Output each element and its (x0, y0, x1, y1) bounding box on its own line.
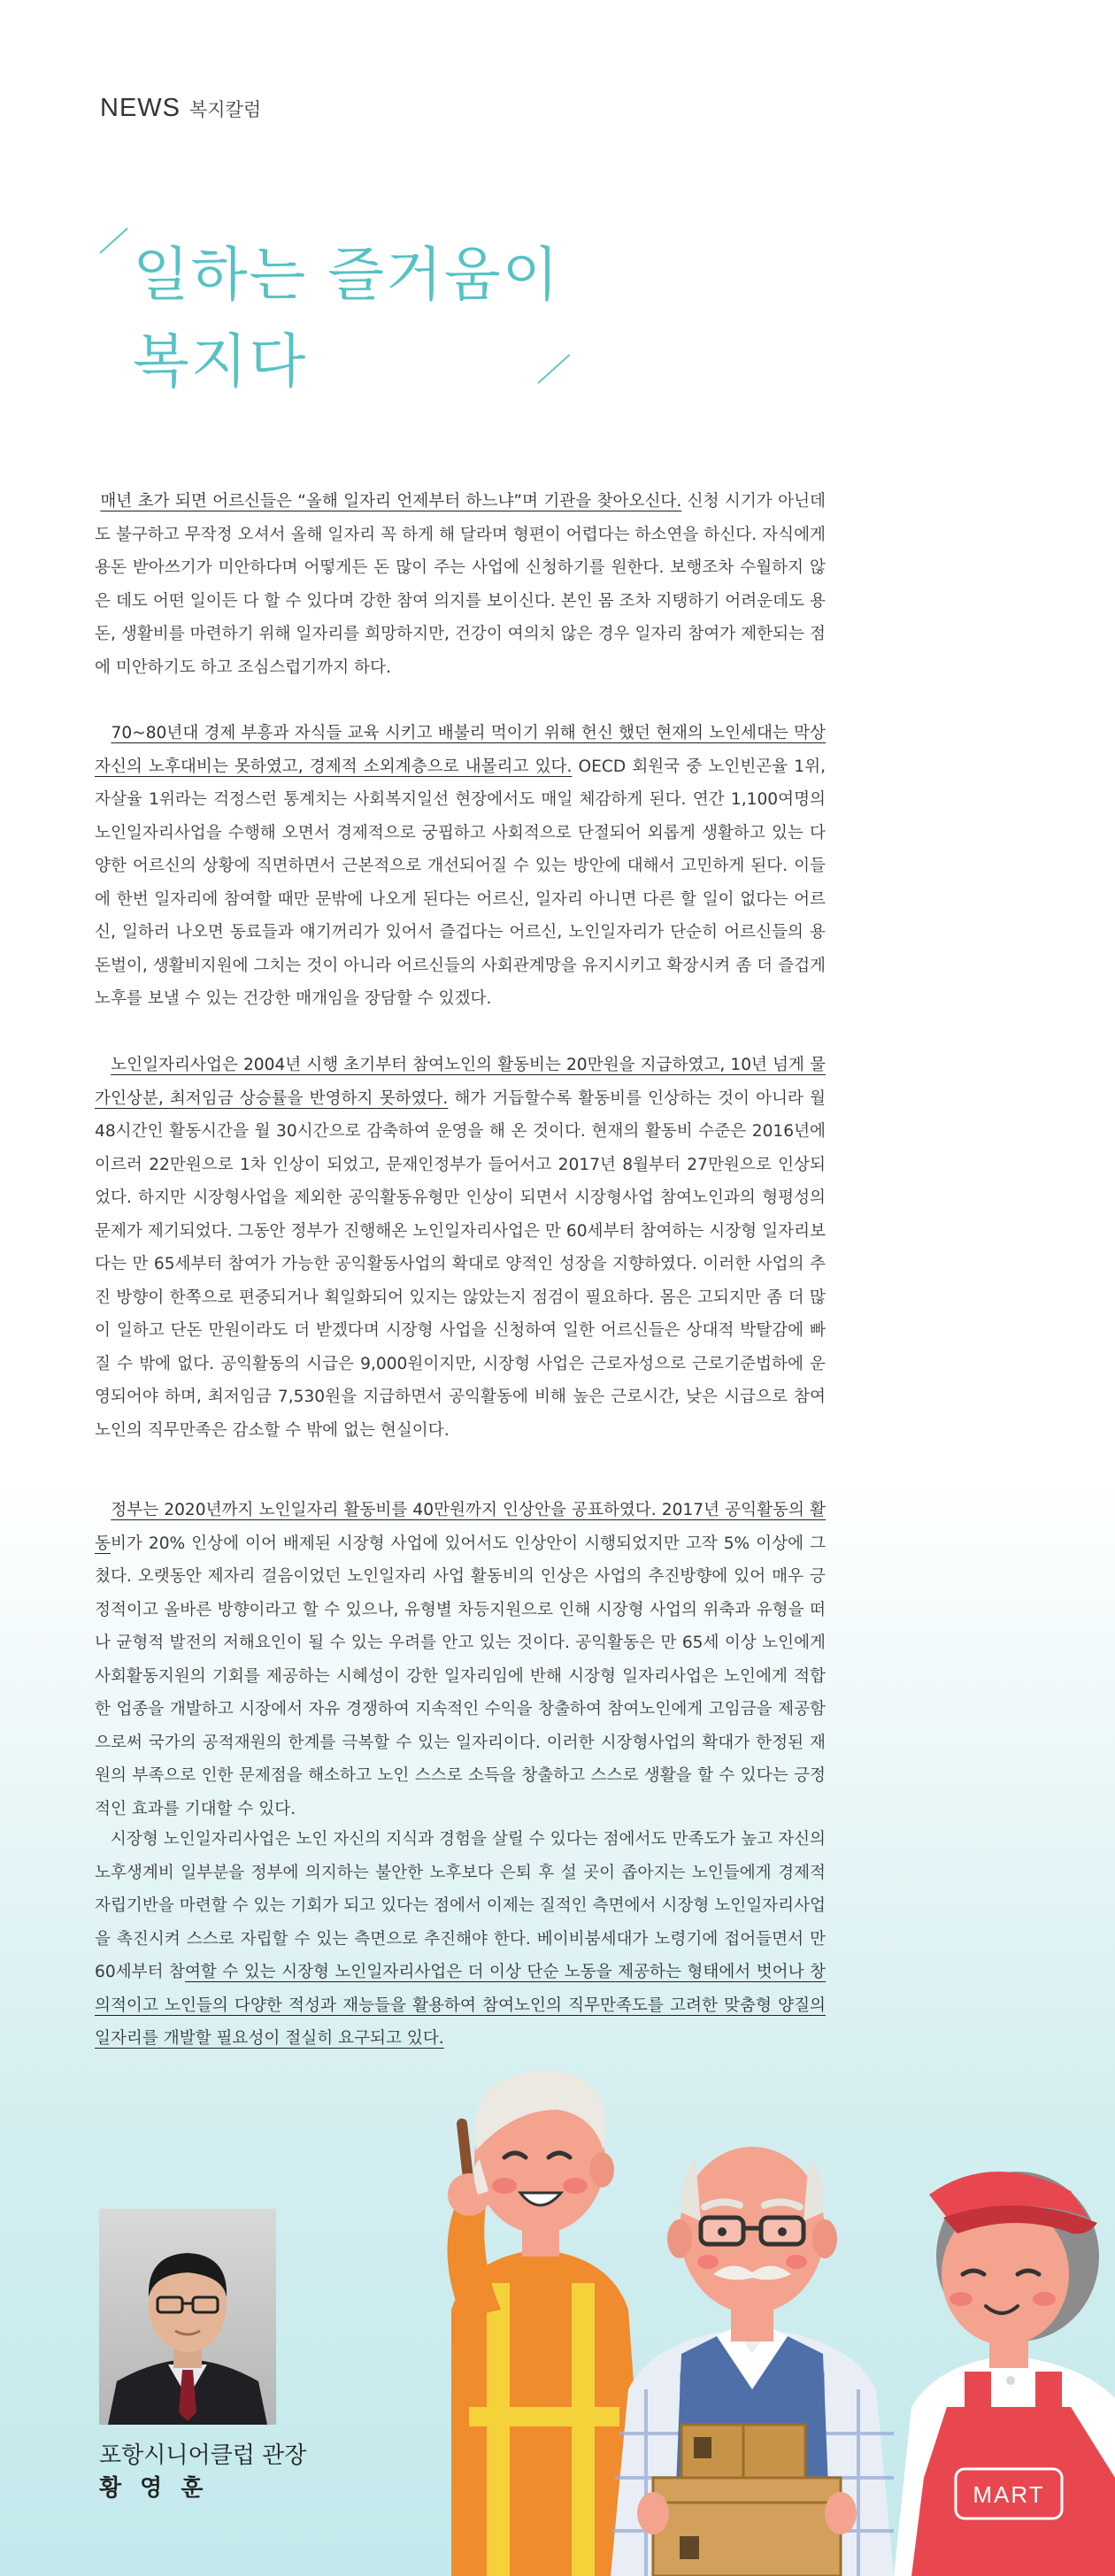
title-deco-top (99, 227, 128, 254)
paragraph-1 (95, 485, 826, 684)
paragraph-3 (95, 1049, 826, 1447)
worker-with-broom (447, 2071, 648, 2576)
paragraph-5-body: 시장형 노인일자리사업은 노인 자신의 지식과 경험을 살릴 수 있다는 점에서도 만족도가 높고 자신의 노후생계비 일부분을 정부에 의지하는 불안한 노후보다 은퇴 후 설 곳이 좁아지는 노인들에게 경제적 자립기반을 마련할 수 있는 기회가 되고 있다는 점에서 이제는 질적인 측면에서 시장형 노인일자리사업을 촉진시켜 스스로 자립할 수 있는 측면으로 추진해야 한다. 베이비붐세대가 노령기에 접어들면서 만 60세부터 참 (95, 1830, 826, 1981)
paragraph-2-highlight: 70~80년대 경제 부흥과 자식들 교육 시키고 배불리 먹이기 위해 헌신 했던 현재의 노인세대는 막상 자신의 노후대비는 못하였고, 경제적 소외계층으로 내몰리고 있다. (95, 724, 826, 776)
paragraph-5-highlight: 여할 수 있는 시장형 노인일자리사업은 더 이상 단순 노동을 제공하는 형태에서 벗어나 창의적이고 노인들의 다양한 적성과 재능들을 활용하여 참여노인의 직무만족도를 고려한 맞춤형 양질의 일자리를 개발할 필요성이 절실히 요구되고 있다. (95, 1963, 827, 2048)
apron-label: MART (973, 2481, 1045, 2508)
section-header (100, 94, 261, 123)
author-role: 포항시니어클럽 관장 (99, 2442, 307, 2469)
paragraph-2-body: OECD 회원국 중 노인빈곤율 1위, 자살율 1위라는 걱정스런 통계치는 사회복지일선 현장에서도 매일 체감하게 된다. 연간 1,100여명의 노인일자리사업을 수행해 오면서 경제적으로 궁핍하고 사회적으로 단절되어 외롭게 생활하고 있는 다양한 어르신의 상황에 직면하면서 근본적으로 개선되어질 수 있는 방안에 대해서 고민하게 된다. 이들에 한번 일자리에 참여할 때만 문밖에 나오게 된다는 어르신, 일자리 아니면 다른 할 일이 없다는 어르신, 일하러 나오면 동료들과 얘기꺼리가 있어서 즐겁다는 어르신, 노인일자리가 단순히 어르신들의 용돈벌이, 생활비지원에 그치는 것이 아니라 어르신들의 사회관계망을 유지시키고 확장시켜 좀 더 즐겁게 노후를 보낼 수 있는 건강한 매개임을 장담할 수 있겠다. (95, 757, 827, 1008)
seniors-illustration-svg (416, 2018, 1115, 2576)
category-label: 복지칼럼 (189, 99, 262, 120)
paragraph-4 (95, 1494, 826, 1826)
paragraph-1-body: 신청 시기가 아닌데도 불구하고 무작정 오셔서 올해 일자리 꼭 하게 해 달라며 형편이 어렵다는 하소연을 하신다. 자식에게 용돈 받아쓰기가 미안하다며 어떻게든 돈 많이 주는 사업에 신청하기를 원한다. 보행조차 수월하지 않은 데도 어떤 일이든 다 할 수 있다며 강한 참여 의지를 보이신다. 본인 몸 조차 지탱하기 어려운데도 용돈, 생활비를 마련하기 위해 일자리를 희망하지만, 건강이 여의치 않은 경우 일자리 참여가 제한되는 점에 미안하기도 하고 조심스럽기까지 하다. (95, 492, 826, 677)
author-photo (99, 2209, 276, 2425)
section-label: NEWS (100, 94, 181, 122)
article-title (133, 232, 560, 405)
author-name: 황 영 훈 (99, 2475, 209, 2502)
paragraph-4-body: 비가 20% 인상에 이어 배제된 시장형 사업에 있어서도 인상안이 시행되었지만 고작 5% 이상에 그쳤다. 오랫동안 제자리 걸음이었던 노인일자리 사업 활동비의 인상은 사업의 추진방향에 있어 매우 긍정적이고 올바른 방향이라고 할 수 있으나, 유형별 차등지원으로 인해 시장형 사업의 위축과 유형을 떠나 균형적 발전의 저해요인이 될 수 있는 우려를 안고 있는 것이다. 공익활동은 만 65세 이상 노인에게 사회활동지원의 기회를 제공하는 시혜성이 강한 일자리임에 반해 시장형 일자리사업은 노인에게 적합한 업종을 개발하고 시장에서 자유 경쟁하여 지속적인 수익을 창출하여 참여노인에게 고임금을 제공함으로써 국가의 공적재원의 한계를 극복할 수 있는 일자리이다. 이러한 시장형사업의 확대가 한정된 재원의 부족으로 인한 문제점을 해소하고 노인 스스로 소득을 창출하고 스스로 생활을 할 수 있다는 긍정적인 효과를 기대할 수 있다. (95, 1534, 826, 1819)
author-byline (99, 2439, 306, 2504)
author-photo-illustration (99, 2209, 276, 2425)
title-line-1: 일하는 즐거움이 (133, 241, 561, 309)
title-line-2: 복지다 (133, 327, 308, 396)
paragraph-1-highlight: 매년 초가 되면 어르신들은 “올해 일자리 언제부터 하느냐”며 기관을 찾아오신다. (100, 492, 682, 511)
paragraph-2 (95, 717, 826, 1016)
worker-in-apron (894, 2172, 1115, 2576)
paragraph-3-body: 해가 거듭할수록 활동비를 인상하는 것이 아니라 월 48시간인 활동시간을 월 30시간으로 감축하여 운영을 해 온 것이다. 현재의 활동비 수준은 2016년에 이르러 22만원으로 1차 인상이 되었고, 문재인정부가 들어서고 2017년 8월부터 27만원으로 인상되었다. 하지만 시장형사업을 제외한 공익활동유형만 인상이 되면서 시장형사업 참여노인과의 형평성의 문제가 제기되었다. 그동안 정부가 진행해온 노인일자리사업은 만 60세부터 참여하는 시장형 일자리보다는 만 65세부터 참여가 가능한 공익활동사업의 확대로 양적인 성장을 지향하였다. 이러한 사업의 추진 방향이 한쪽으로 편중되거나 획일화되어 있지는 않았는지 점검이 필요하다. 몸은 고되지만 좀 더 많이 일하고 단돈 만원이라도 더 받겠다며 시장형 사업을 신청하여 일한 어르신들은 상대적 박탈감에 빠질 수 밖에 없다. 공익활동의 시급은 9,000원이지만, 시장형 사업은 근로자성으로 근로기준법하에 운영되어야 하며, 최저임금 7,530원을 지급하면서 공익활동에 비해 높은 근로시간, 낮은 시급으로 참여노인의 직무만족은 감소할 수 밖에 없는 현실이다. (95, 1088, 826, 1440)
worker-with-box (611, 2147, 894, 2576)
seniors-illustration (416, 2018, 1115, 2576)
paragraph-3-highlight: 노인일자리사업은 2004년 시행 초기부터 참여노인의 활동비는 20만원을 지급하였고, 10년 넘게 물가인상분, 최저임금 상승률을 반영하지 못하였다. (95, 1056, 827, 1108)
paragraph-4-highlight: 정부는 2020년까지 노인일자리 활동비를 40만원까지 인상안을 공표하였다. 2017년 공익활동의 활동 (95, 1501, 827, 1553)
